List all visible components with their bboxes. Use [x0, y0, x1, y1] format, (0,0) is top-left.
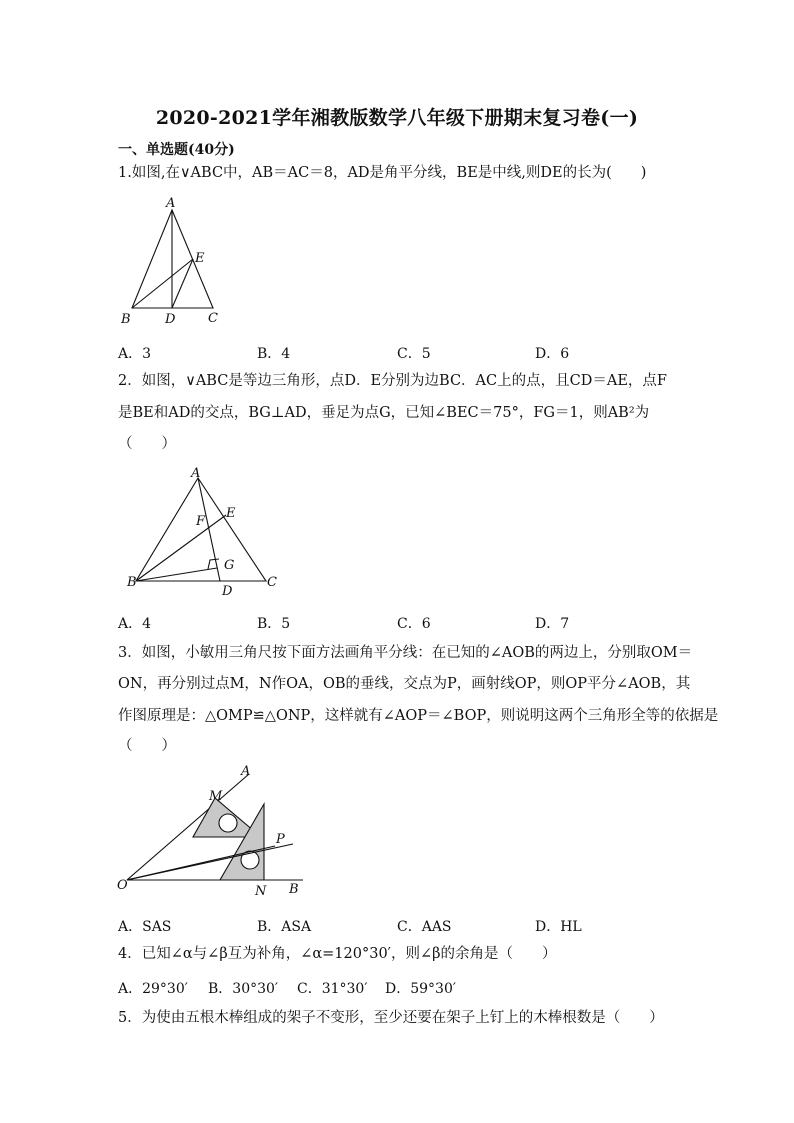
q2-label-g: G — [224, 558, 235, 573]
q1-label-e: E — [195, 251, 205, 266]
q4-option-b[interactable]: B．30°30′ — [208, 981, 279, 997]
q2-label-c: C — [267, 575, 277, 590]
q1-label-d: D — [165, 312, 176, 327]
q3-label-p: P — [276, 832, 285, 847]
q4-option-a[interactable]: A．29°30′ — [118, 981, 188, 997]
q3-set-square-upper-hole — [219, 814, 237, 832]
q1-segment-be — [132, 259, 193, 308]
q4-option-d[interactable]: D．59°30′ — [385, 981, 457, 997]
q1-option-b[interactable]: B．4 — [257, 346, 291, 362]
question-3-line-4: （ ） — [118, 738, 176, 754]
q3-option-c[interactable]: C．AAS — [397, 919, 452, 935]
q3-label-m: M — [209, 789, 223, 804]
question-2-figure — [120, 462, 285, 602]
paper-title: 2020-2021学年湘教版数学八年级下册期末复习卷(一) — [155, 107, 639, 129]
q3-label-a: A — [241, 764, 251, 779]
question-3-line-2: ON，再分别过点M，N作OA，OB的垂线，交点为P，画射线OP，则OP平分∠AOB，其 — [118, 676, 691, 692]
question-4-text: 4．已知∠α与∠β互为补角，∠α=120°30′，则∠β的余角是（ ） — [118, 946, 557, 962]
q1-option-d[interactable]: D．6 — [535, 346, 570, 362]
q2-label-f: F — [196, 514, 206, 529]
q2-option-c[interactable]: C．6 — [397, 616, 431, 632]
question-3-figure — [115, 762, 310, 902]
q3-label-n: N — [255, 884, 267, 899]
question-2-line-1: 2．如图，∨ABC是等边三角形，点D．E分别为边BC．AC上的点，且CD＝AE，点F — [118, 373, 667, 389]
q2-segment-bg — [136, 568, 217, 581]
question-3-line-1: 3．如图，小敏用三角尺按下面方法画角平分线：在已知的∠AOB的两边上，分别取OM＝ — [118, 645, 693, 661]
question-2-line-3: （ ） — [118, 436, 176, 452]
q2-option-b[interactable]: B．5 — [257, 616, 291, 632]
q1-label-b: B — [121, 312, 131, 327]
q3-option-d[interactable]: D．HL — [535, 919, 582, 935]
question-3-line-3: 作图原理是：△OMP≌△ONP，这样就有∠AOP＝∠BOP，则说明这两个三角形全等的依据是 — [118, 708, 719, 724]
q3-option-a[interactable]: A．SAS — [118, 919, 172, 935]
q3-label-b: B — [289, 882, 299, 897]
q1-option-a[interactable]: A．3 — [118, 346, 152, 362]
question-1-text: 1.如图,在∨ABC中，AB＝AC＝8，AD是角平分线，BE是中线,则DE的长为( ) — [118, 165, 647, 181]
q2-label-e: E — [226, 506, 236, 521]
q2-label-b: B — [127, 575, 137, 590]
question-1-figure — [115, 195, 230, 330]
question-2-line-2: 是BE和AD的交点，BG⊥AD，垂足为点G，已知∠BEC＝75°，FG＝1，则AB²为 — [118, 405, 650, 421]
q3-bisector-guide — [127, 844, 293, 880]
q1-label-c: C — [208, 311, 218, 326]
q2-option-d[interactable]: D．7 — [535, 616, 570, 632]
q1-label-a: A — [166, 196, 176, 211]
q3-label-o: O — [117, 878, 128, 893]
q4-option-c[interactable]: C．31°30′ — [297, 981, 368, 997]
section-heading: 一、单选题(40分) — [118, 142, 235, 158]
q2-label-a: A — [191, 466, 201, 481]
q3-option-b[interactable]: B．ASA — [257, 919, 312, 935]
q2-label-d: D — [222, 584, 233, 599]
q1-option-c[interactable]: C．5 — [397, 346, 431, 362]
question-5-text: 5．为使由五根木棒组成的架子不变形，至少还要在架子上钉上的木棒根数是（ ） — [118, 1010, 664, 1026]
q1-segment-de — [172, 259, 193, 308]
q2-option-a[interactable]: A．4 — [118, 616, 152, 632]
